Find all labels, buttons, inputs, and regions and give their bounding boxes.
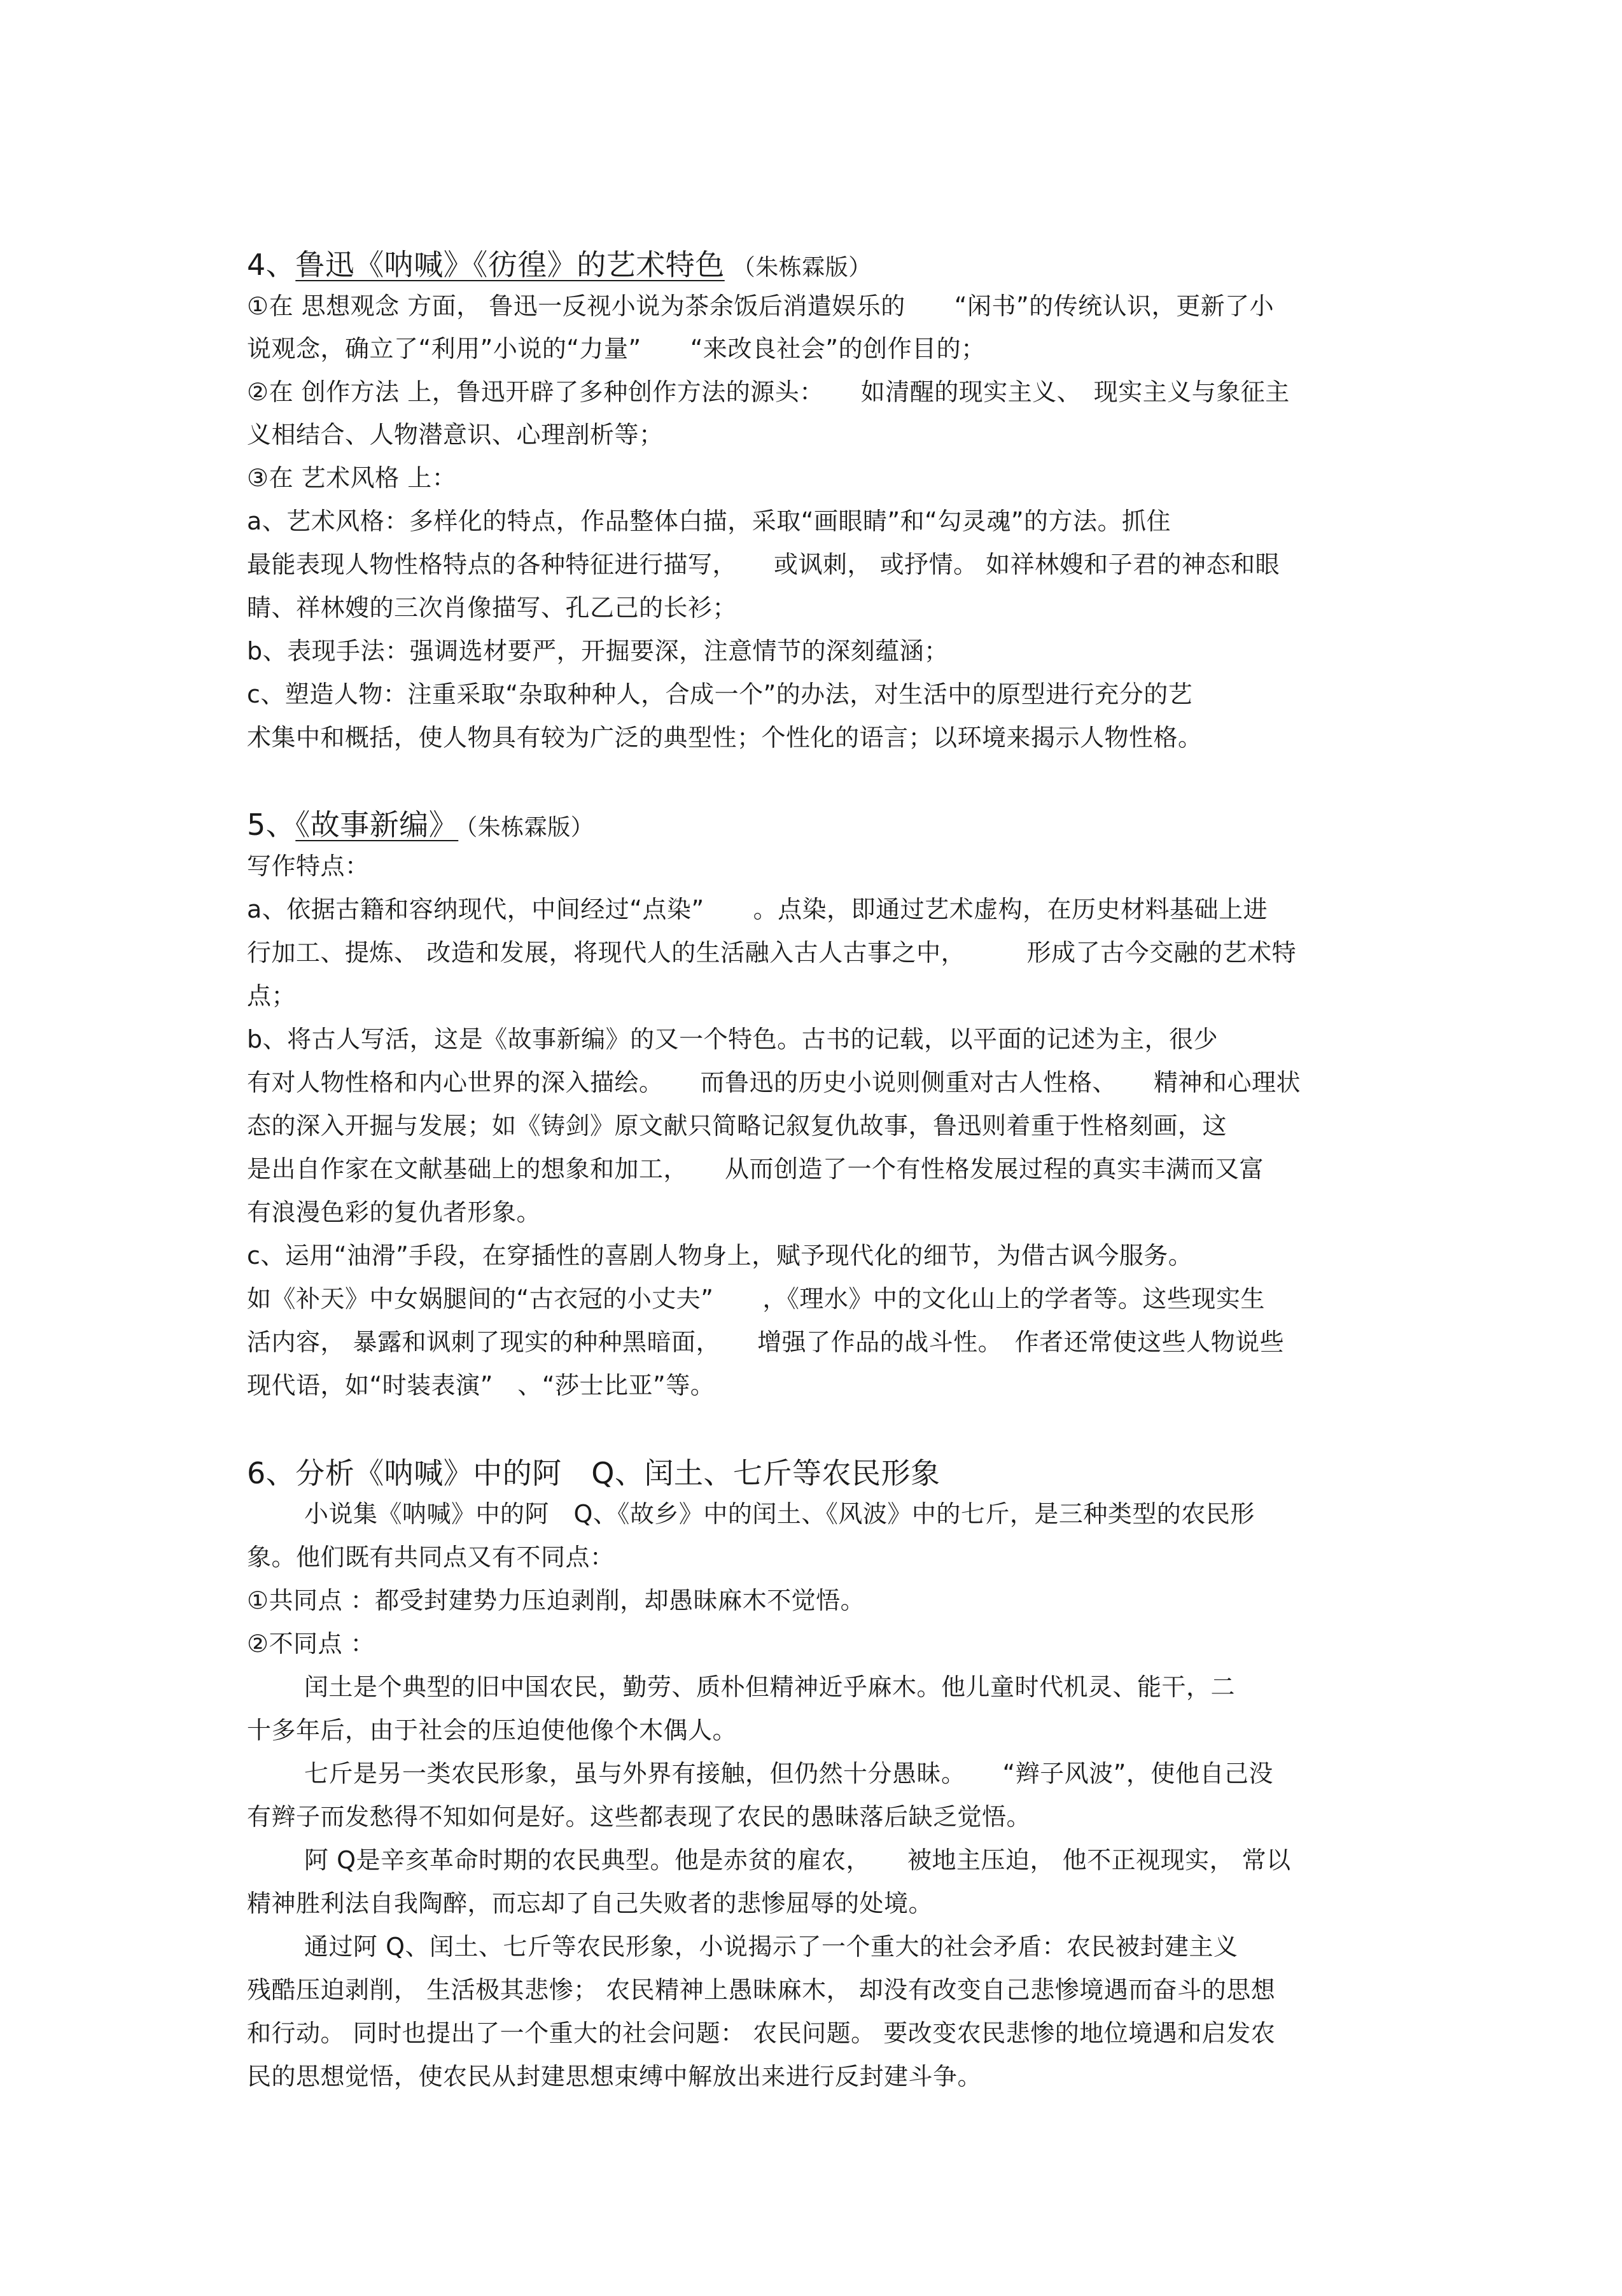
- section-5-line: a、依据古籍和容纳现代，中间经过“点染” 。点染，即通过艺术虚构，在历史材料基础上进: [247, 895, 1268, 923]
- section-6-line: ①共同点 ：都受封建势力压迫剥削，却愚昧麻木不觉悟。: [247, 1586, 865, 1614]
- section-4-line: 睛、祥林嫂的三次肖像描写、孔乙己的长衫；: [247, 594, 738, 622]
- section-5-line: 有浪漫色彩的复仇者形象。: [247, 1198, 542, 1226]
- section-4-heading: [247, 246, 872, 287]
- section-6-line: 和行动。 同时也提出了一个重大的社会问题： 农民问题。 要改变农民悲惨的地位境遇和启发农: [247, 2019, 1276, 2047]
- section-4-line: 术集中和概括，使人物具有较为广泛的典型性；个性化的语言；以环境来揭示人物性格。: [247, 724, 1203, 752]
- section-4-line: 最能表现人物性格特点的各种特征进行描写， 或讽刺， 或抒情。 如祥林嫂和子君的神态和眼: [247, 550, 1280, 578]
- section-5-line: 活内容， 暴露和讽刺了现实的种种黑暗面， 增强了作品的战斗性。 作者还常使这些人物说些: [247, 1328, 1285, 1356]
- section-4-line: 义相结合、人物潜意识、心理剖析等；: [247, 421, 664, 449]
- section-4-line: 说观念，确立了“利用”小说的“力量” “来改良社会”的创作目的；: [247, 335, 986, 363]
- section-6-line: ②不同点 ：: [247, 1630, 375, 1658]
- section-6-line: 民的思想觉悟，使农民从封建思想束缚中解放出来进行反封建斗争。: [247, 2062, 982, 2090]
- section-6-title: 分析《呐喊》中的阿 Q、闰土、七斤等农民形象: [295, 1456, 940, 1490]
- section-4-line: ①在 思想观念 方面， 鲁迅一反视小说为茶余饭后消遣娱乐的 “闲书”的传统认识，更新了小: [247, 292, 1275, 320]
- section-5-line: c、运用“油滑”手段，在穿插性的喜剧人物身上，赋予现代化的细节，为借古讽今服务。: [247, 1242, 1193, 1270]
- section-6-line: 有辫子而发愁得不知如何是好。这些都表现了农民的愚昧落后缺乏觉悟。: [247, 1803, 1031, 1831]
- section-6-line: 通过阿 Q、闰土、七斤等农民形象，小说揭示了一个重大的社会矛盾：农民被封建主义: [304, 1933, 1238, 1961]
- section-6-heading: [247, 1454, 940, 1492]
- section-6-line: 残酷压迫剥削， 生活极其悲惨； 农民精神上愚昧麻木， 却没有改变自己悲惨境遇而奋斗的思想: [247, 1976, 1276, 2004]
- section-5-source: （朱栋霖版）: [466, 815, 594, 841]
- section-5-line: 现代语，如“时装表演” 、“莎士比亚”等。: [247, 1371, 715, 1399]
- section-4-number: 4、: [247, 248, 296, 282]
- section-6-line: 十多年后，由于社会的压迫使他像个木偶人。: [247, 1716, 738, 1744]
- section-4-line: b、表现手法：强调选材要严，开掘要深，注意情节的深刻蕴涵；: [247, 637, 949, 665]
- section-4-source: （朱栋霖版）: [732, 255, 872, 281]
- section-5-heading: [247, 806, 594, 847]
- section-5-line: 是出自作家在文献基础上的想象和加工， 从而创造了一个有性格发展过程的真实丰满而又富: [247, 1155, 1264, 1183]
- section-5-line: 有对人物性格和内心世界的深入描绘。 而鲁迅的历史小说则侧重对古人性格、 精神和心理状: [247, 1068, 1301, 1096]
- section-6-line: 阿 Q是辛亥革命时期的农民典型。他是赤贫的雇农， 被地主压迫， 他不正视现实， 常以: [304, 1846, 1291, 1874]
- section-5-line: 如《补天》中女娲腿间的“古衣冠的小丈夫” ，《理水》中的文化山上的学者等。这些现实生: [247, 1285, 1265, 1313]
- section-4-line: ③在 艺术风格 上：: [247, 464, 457, 492]
- section-6-line: 象。他们既有共同点又有不同点：: [247, 1543, 615, 1571]
- section-4-line: a、艺术风格：多样化的特点，作品整体白描，采取“画眼睛”和“勾灵魂”的方法。抓住: [247, 507, 1171, 535]
- section-6-line: 闰土是个典型的旧中国农民，勤劳、质朴但精神近乎麻木。他儿童时代机灵、能干，二: [304, 1673, 1236, 1701]
- section-6-line: 七斤是另一类农民形象，虽与外界有接触，但仍然十分愚昧。 “辫子风波”，使他自己没: [304, 1760, 1273, 1788]
- section-5-title: 《故事新编》: [295, 808, 459, 842]
- section-5-line: b、将古人写活，这是《故事新编》的又一个特色。古书的记载，以平面的记述为主，很少: [247, 1025, 1219, 1053]
- section-4-title: 鲁迅《呐喊》《彷徨》的艺术特色: [295, 248, 725, 282]
- section-5-line: 行加工、提炼、 改造和发展，将现代人的生活融入古人古事之中， 形成了古今交融的艺术特: [247, 939, 1297, 967]
- section-5-number: 5、: [247, 808, 296, 842]
- section-5-line: 态的深入开掘与发展；如《铸剑》原文献只简略记叙复仇故事，鲁迅则着重于性格刻画，这: [247, 1112, 1227, 1140]
- section-6-line: 小说集《呐喊》中的阿 Q、《故乡》中的闰土、《风波》中的七斤，是三种类型的农民形: [304, 1500, 1255, 1528]
- section-5-line: 写作特点：: [247, 852, 370, 880]
- section-6-number: 6、: [247, 1456, 296, 1490]
- section-4-line: c、塑造人物：注重采取“杂取种种人，合成一个”的办法，对生活中的原型进行充分的艺: [247, 680, 1193, 708]
- section-5-line: 点；: [247, 982, 297, 1010]
- section-6-line: 精神胜利法自我陶醉，而忘却了自己失败者的悲惨屈辱的处境。: [247, 1889, 933, 1917]
- section-4-line: ②在 创作方法 上，鲁迅开辟了多种创作方法的源头： 如清醒的现实主义、 现实主义与象征主: [247, 378, 1290, 406]
